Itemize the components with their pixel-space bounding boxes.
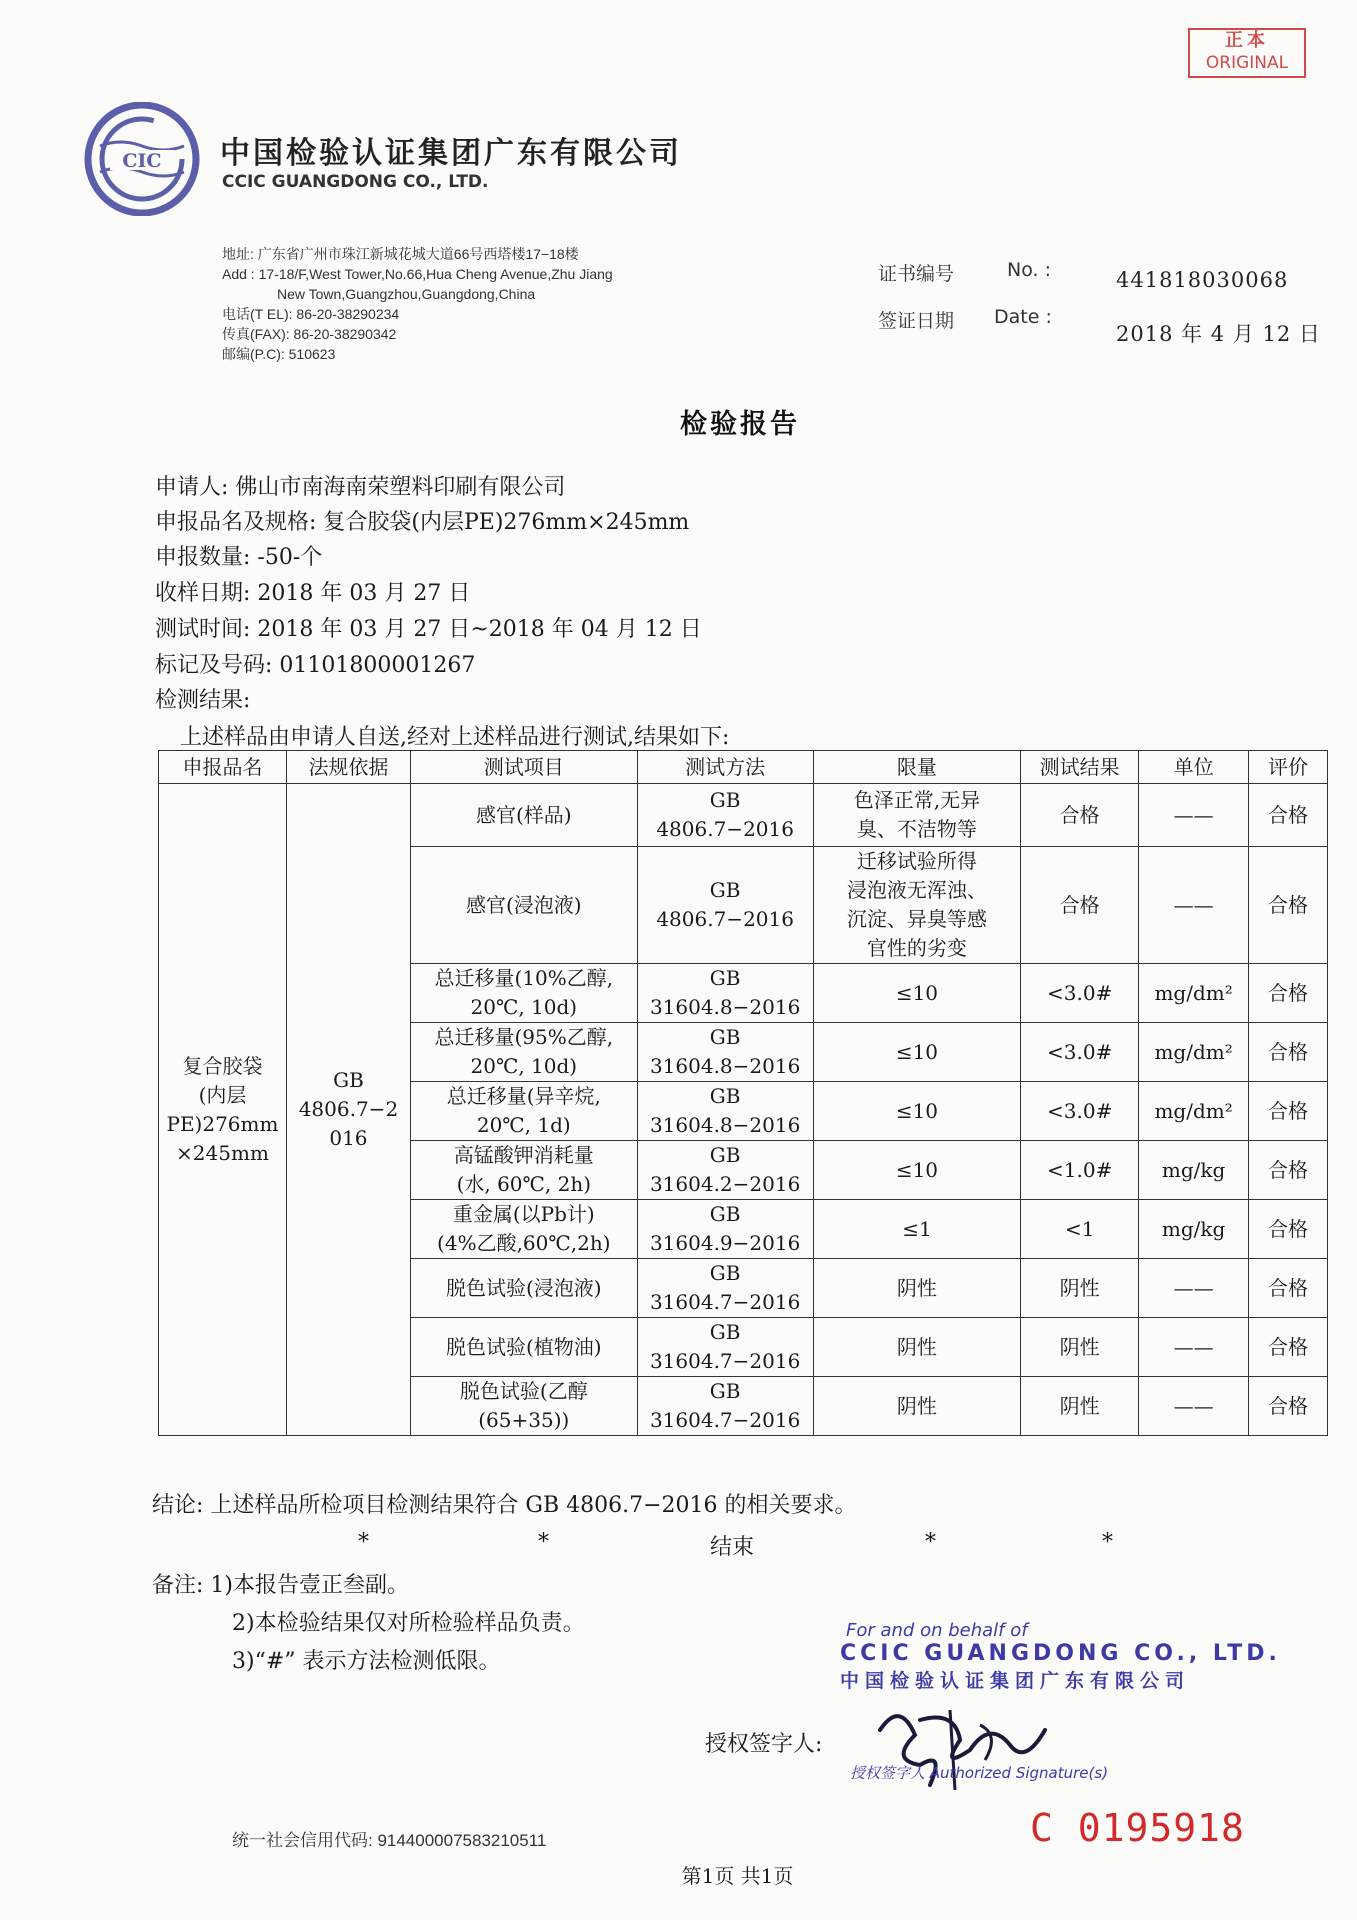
cell-line: (水, 60℃, 2h) xyxy=(456,1172,592,1196)
cell-line: 总迁移量(10%乙醇, xyxy=(434,966,614,990)
cell-line: GB xyxy=(709,788,741,812)
unit-cell: mg/kg xyxy=(1139,1141,1249,1200)
cell-line: GB xyxy=(709,1261,741,1285)
test-method-cell xyxy=(637,847,813,964)
limit-cell xyxy=(813,1318,1021,1377)
cell-line: 迁移试验所得 xyxy=(856,849,977,873)
cell-line: 复合胶袋 xyxy=(182,1053,263,1078)
result-cell: 阴性 xyxy=(1021,1318,1139,1377)
seal-line-2: CCIC GUANGDONG CO., LTD. xyxy=(840,1641,1281,1666)
results-table xyxy=(158,750,1328,1436)
address-block xyxy=(222,244,613,364)
original-stamp-zh: 正本 xyxy=(1225,30,1269,51)
cell-line: (内层 xyxy=(198,1082,247,1107)
cell-line: 20℃, 10d) xyxy=(470,995,578,1019)
cert-no-label-en: No. : xyxy=(1007,259,1051,281)
test-item-cell xyxy=(410,1082,637,1141)
test-period: 测试时间: 2018 年 03 月 27 日~2018 年 04 月 12 日 xyxy=(155,617,702,642)
unit-cell: —— xyxy=(1139,1259,1249,1318)
evaluation-cell: 合格 xyxy=(1249,1141,1328,1200)
evaluation-cell: 合格 xyxy=(1249,1318,1328,1377)
cell-line: GB xyxy=(709,1025,741,1049)
cell-line: 重金属(以Pb计) xyxy=(452,1202,595,1226)
fax: 传真(FAX): 86-20-38290342 xyxy=(222,326,397,342)
unit-cell: —— xyxy=(1139,1377,1249,1436)
cell-line: GB xyxy=(333,1068,364,1092)
product-cell xyxy=(159,784,287,1436)
unit-cell: —— xyxy=(1139,1318,1249,1377)
table-header-cell: 申报品名 xyxy=(159,751,287,784)
test-method-cell xyxy=(637,964,813,1023)
signature-icon xyxy=(860,1690,1060,1800)
tel: 电话(T EL): 86-20-38290234 xyxy=(222,306,400,322)
limit-cell xyxy=(813,1082,1021,1141)
limit-cell xyxy=(813,784,1021,847)
cell-line: 臭、不洁物等 xyxy=(856,817,977,841)
evaluation-cell: 合格 xyxy=(1249,1377,1328,1436)
cell-line: ×245mm xyxy=(176,1140,269,1165)
test-item-cell xyxy=(410,847,637,964)
cell-line: 总迁移量(异辛烷, xyxy=(446,1084,601,1108)
receive-date: 收样日期: 2018 年 03 月 27 日 xyxy=(155,581,471,606)
cell-line: 阴性 xyxy=(896,1393,937,1418)
cell-line: 色泽正常,无异 xyxy=(853,788,981,812)
mark-number: 标记及号码: 01101800001267 xyxy=(155,653,476,678)
limit-cell xyxy=(813,1141,1021,1200)
cell-line: (65+35)) xyxy=(478,1408,570,1432)
cell-line: 31604.2−2016 xyxy=(649,1172,801,1196)
result-cell: 合格 xyxy=(1021,784,1139,847)
company-seal xyxy=(840,1620,1281,1693)
evaluation-cell: 合格 xyxy=(1249,964,1328,1023)
cell-line: 4806.7−2 xyxy=(298,1097,399,1121)
table-header-cell: 评价 xyxy=(1249,751,1328,784)
test-item-cell xyxy=(410,1141,637,1200)
evaluation-cell: 合格 xyxy=(1249,1023,1328,1082)
cell-line: GB xyxy=(709,878,741,902)
cell-line: 脱色试验(植物油) xyxy=(445,1334,602,1359)
credit-code: 统一社会信用代码: 914400007583210511 xyxy=(232,1831,547,1850)
report-title: 检验报告 xyxy=(680,409,800,440)
end-star-3: * xyxy=(925,1530,936,1555)
evaluation-cell: 合格 xyxy=(1249,1259,1328,1318)
limit-cell xyxy=(813,1377,1021,1436)
unit-cell: mg/dm² xyxy=(1139,1082,1249,1141)
cell-line: 感官(样品) xyxy=(475,802,572,827)
end-star-1: * xyxy=(358,1530,369,1555)
cell-line: 总迁移量(95%乙醇, xyxy=(434,1025,614,1049)
cell-line: 脱色试验(乙醇 xyxy=(459,1379,588,1403)
result-cell: <3.0# xyxy=(1021,1082,1139,1141)
table-header-cell: 测试项目 xyxy=(410,751,637,784)
cell-line: 高锰酸钾消耗量 xyxy=(453,1143,594,1167)
cert-date-label-en: Date : xyxy=(994,306,1052,328)
table-row xyxy=(159,784,1328,847)
results-intro: 上述样品由申请人自送,经对上述样品进行测试,结果如下: xyxy=(180,725,730,750)
page-number: 第1页 共1页 xyxy=(681,1864,794,1888)
cell-line: ≤10 xyxy=(895,980,939,1005)
table-header-cell: 限量 xyxy=(813,751,1021,784)
note-1: 备注: 1)本报告壹正叁副。 xyxy=(152,1573,409,1598)
cell-line: ≤10 xyxy=(895,1098,939,1123)
table-header-cell: 测试结果 xyxy=(1021,751,1139,784)
test-method-cell xyxy=(637,1082,813,1141)
test-method-cell xyxy=(637,1259,813,1318)
cell-line: 31604.8−2016 xyxy=(649,1054,801,1078)
company-name-zh: 中国检验认证集团广东有限公司 xyxy=(220,136,682,171)
cell-line: 沉淀、异臭等感 xyxy=(846,907,987,931)
limit-cell xyxy=(813,964,1021,1023)
cert-no-label-zh: 证书编号 xyxy=(878,263,955,285)
evaluation-cell: 合格 xyxy=(1249,784,1328,847)
signer-label: 授权签字人: xyxy=(705,1732,823,1757)
table-header-cell: 法规依据 xyxy=(286,751,410,784)
cell-line: 31604.7−2016 xyxy=(649,1408,801,1432)
result-cell: <1.0# xyxy=(1021,1141,1139,1200)
cell-line: ≤1 xyxy=(902,1216,932,1241)
address-en-2: New Town,Guangzhou,Guangdong,China xyxy=(277,286,536,302)
unit-cell: —— xyxy=(1139,847,1249,964)
cell-line: 31604.9−2016 xyxy=(649,1231,801,1255)
result-cell: <3.0# xyxy=(1021,964,1139,1023)
cell-line: PE)276mm xyxy=(166,1111,279,1136)
serial-number: C 0195918 xyxy=(1030,1806,1245,1850)
cell-line: 浸泡液无浑浊、 xyxy=(846,878,987,902)
end-text: 结束 xyxy=(710,1535,755,1560)
cell-line: 4806.7−2016 xyxy=(656,907,794,931)
unit-cell: mg/kg xyxy=(1139,1200,1249,1259)
cell-line: GB xyxy=(709,1202,741,1226)
test-method-cell xyxy=(637,784,813,847)
test-method-cell xyxy=(637,1141,813,1200)
cell-line: 感官(浸泡液) xyxy=(465,892,582,917)
result-cell: 合格 xyxy=(1021,847,1139,964)
test-item-cell xyxy=(410,1023,637,1082)
test-item-cell xyxy=(410,1377,637,1436)
cell-line: GB xyxy=(709,1143,741,1167)
test-method-cell xyxy=(637,1023,813,1082)
evaluation-cell: 合格 xyxy=(1249,847,1328,964)
table-header-row xyxy=(159,751,1328,784)
note-3: 3)“#” 表示方法检测低限。 xyxy=(232,1649,501,1674)
logo-text: CIC xyxy=(122,150,162,172)
evaluation-cell: 合格 xyxy=(1249,1200,1328,1259)
cell-line: 脱色试验(浸泡液) xyxy=(445,1275,602,1300)
limit-cell xyxy=(813,1200,1021,1259)
applicant: 申请人: 佛山市南海南荣塑料印刷有限公司 xyxy=(155,475,566,500)
test-item-cell xyxy=(410,964,637,1023)
cell-line: GB xyxy=(709,1084,741,1108)
unit-cell: mg/dm² xyxy=(1139,964,1249,1023)
cell-line: 20℃, 10d) xyxy=(470,1054,578,1078)
cell-line: 31604.8−2016 xyxy=(649,1113,801,1137)
result-cell: <1 xyxy=(1021,1200,1139,1259)
end-star-4: * xyxy=(1102,1530,1113,1555)
test-method-cell xyxy=(637,1318,813,1377)
cell-line: 官性的劣变 xyxy=(866,936,967,960)
note-2: 2)本检验结果仅对所检验样品负责。 xyxy=(232,1611,585,1636)
original-stamp xyxy=(1188,28,1306,78)
cell-line: 016 xyxy=(329,1126,368,1150)
unit-cell: —— xyxy=(1139,784,1249,847)
cell-line: GB xyxy=(709,1320,741,1344)
ccic-logo-icon xyxy=(80,102,206,216)
test-item-cell xyxy=(410,1259,637,1318)
results-label: 检测结果: xyxy=(155,688,251,713)
regulation-cell xyxy=(286,784,410,1436)
limit-cell xyxy=(813,1259,1021,1318)
table-header-cell: 测试方法 xyxy=(637,751,813,784)
cell-line: GB xyxy=(709,1379,741,1403)
seal-line-3: 中国检验认证集团广东有限公司 xyxy=(840,1670,1191,1692)
result-cell: 阴性 xyxy=(1021,1259,1139,1318)
cert-date-value: 2018 年 4 月 12 日 xyxy=(1116,322,1321,346)
test-item-cell xyxy=(410,1318,637,1377)
cell-line: (4%乙酸,60℃,2h) xyxy=(437,1231,611,1255)
end-star-2: * xyxy=(538,1530,549,1555)
address-zh: 地址: 广东省广州市珠江新城花城大道66号西塔楼17−18楼 xyxy=(222,246,579,262)
seal-line-1: For and on behalf of xyxy=(846,1620,1028,1641)
cell-line: 20℃, 1d) xyxy=(476,1113,571,1137)
product-spec: 申报品名及规格: 复合胶袋(内层PE)276mm×245mm xyxy=(155,510,690,535)
limit-cell xyxy=(813,1023,1021,1082)
cell-line: 4806.7−2016 xyxy=(656,817,794,841)
test-method-cell xyxy=(637,1200,813,1259)
company-name-en: CCIC GUANGDONG CO., LTD. xyxy=(222,172,489,192)
unit-cell: mg/dm² xyxy=(1139,1023,1249,1082)
postcode: 邮编(P.C): 510623 xyxy=(222,346,336,362)
cell-line: ≤10 xyxy=(895,1039,939,1064)
conclusion: 结论: 上述样品所检项目检测结果符合 GB 4806.7−2016 的相关要求。 xyxy=(152,1493,857,1518)
cell-line: 31604.7−2016 xyxy=(649,1290,801,1314)
test-item-cell xyxy=(410,784,637,847)
cell-line: ≤10 xyxy=(895,1157,939,1182)
signer-caption: 授权签字人 Authorized Signature(s) xyxy=(850,1764,1109,1782)
cell-line: 阴性 xyxy=(896,1334,937,1359)
quantity: 申报数量: -50-个 xyxy=(155,545,323,570)
cell-line: 阴性 xyxy=(896,1275,937,1300)
test-item-cell xyxy=(410,1200,637,1259)
cert-date-label-zh: 签证日期 xyxy=(878,310,955,332)
table-header-cell: 单位 xyxy=(1139,751,1249,784)
cell-line: GB xyxy=(709,966,741,990)
result-cell: 阴性 xyxy=(1021,1377,1139,1436)
address-en-1: Add : 17-18/F,West Tower,No.66,Hua Cheng Avenue,Zhu Jiang xyxy=(222,266,613,282)
cert-no-value: 441818030068 xyxy=(1116,268,1289,292)
result-cell: <3.0# xyxy=(1021,1023,1139,1082)
cell-line: 31604.8−2016 xyxy=(649,995,801,1019)
test-method-cell xyxy=(637,1377,813,1436)
original-stamp-en: ORIGINAL xyxy=(1205,53,1289,73)
cell-line: 31604.7−2016 xyxy=(649,1349,801,1373)
evaluation-cell: 合格 xyxy=(1249,1082,1328,1141)
limit-cell xyxy=(813,847,1021,964)
